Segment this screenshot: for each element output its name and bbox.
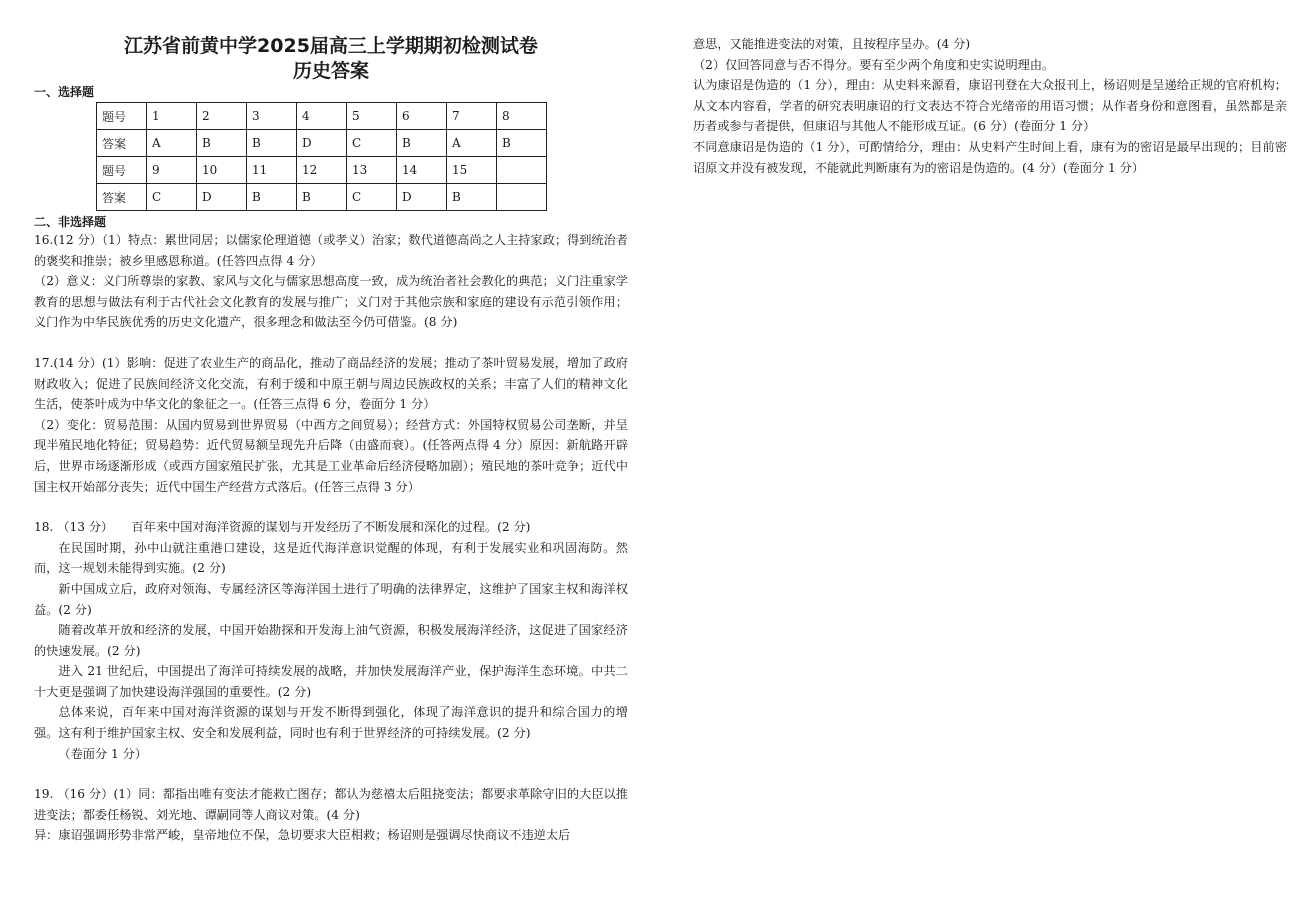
- q18-para: 新中国成立后，政府对领海、专属经济区等海洋国土进行了明确的法律界定，这维护了国家主权和海洋权益。(2 分): [34, 581, 628, 617]
- table-row: [97, 103, 547, 130]
- table-cell: 答案: [97, 184, 147, 211]
- q18-para: 总体来说，百年来中国对海洋资源的谋划与开发不断得到强化，体现了海洋意识的提升和综合国力的增强。这有利于维护国家主权、安全和发展利益，同时也有利于世界经济的可持续发展。(2 分): [34, 705, 628, 741]
- q16-part1: 16.(12 分）（1）特点：累世同居；以儒家伦理道德（或孝义）治家；数代道德高尚之人主持家政；得到统治者的褒奖和推崇；被乡里感恩称道。(任答四点得 4 分）: [34, 233, 628, 268]
- table-cell: 9: [147, 157, 197, 184]
- left-column: [34, 34, 628, 846]
- table-cell: 11: [247, 157, 297, 184]
- table-cell: D: [297, 130, 347, 157]
- answer-table: [96, 102, 547, 211]
- table-cell: 14: [397, 157, 447, 184]
- table-cell: B: [247, 130, 297, 157]
- table-cell: [497, 157, 547, 184]
- q19-part1: 19. （16 分）(1）同：都指出唯有变法才能救亡图存；都认为慈禧太后阻挠变法；都要求革除守旧的大臣以推进变法；都委任杨锐、刘光地、谭嗣同等人商议对策。(4 分): [34, 787, 628, 822]
- table-cell: 3: [247, 103, 297, 130]
- document-title: 江苏省前黄中学2025届高三上学期期初检测试卷: [124, 35, 538, 57]
- table-cell: C: [347, 130, 397, 157]
- q19-part2-intro: （2）仅回答同意与否不得分。要有至少两个角度和史实说明理由。: [693, 57, 1055, 72]
- table-cell: 题号: [97, 157, 147, 184]
- table-cell: B: [197, 130, 247, 157]
- table-cell: 5: [347, 103, 397, 130]
- q16-part2: （2）意义：义门所尊崇的家教、家风与文化与儒家思想高度一致，成为统治者社会教化的典范；义门注重家学教育的思想与做法有利于古代社会文化教育的发展与推广；义门对于其他宗族和家庭的建设有示范引领作用；义门作为中华民族优秀的历史文化遗产，很多理念和做法至今仍可借鉴。(8 分): [34, 274, 628, 330]
- table-cell: B: [297, 184, 347, 211]
- section-heading-nonchoice: 二、非选择题: [34, 215, 107, 229]
- table-cell: B: [447, 184, 497, 211]
- table-cell: B: [497, 130, 547, 157]
- table-cell: 题号: [97, 103, 147, 130]
- table-cell: [497, 184, 547, 211]
- q18-para: 在民国时期，孙中山就注重港口建设，这是近代海洋意识觉醒的体现，有利于发展实业和巩固海防。然而，这一规划未能得到实施。(2 分): [34, 540, 628, 576]
- table-cell: D: [197, 184, 247, 211]
- q19-part2: 异：康诏强调形势非常严峻，皇帝地位不保，急切要求大臣相救；杨诏则是强调尽快商议不违逆太后: [34, 828, 571, 843]
- table-cell: 1: [147, 103, 197, 130]
- table-row: [97, 184, 547, 211]
- q18-tail: （卷面分 1 分）: [58, 746, 148, 761]
- table-row: [97, 157, 547, 184]
- table-cell: 13: [347, 157, 397, 184]
- table-cell: B: [397, 130, 447, 157]
- table-row: [97, 130, 547, 157]
- q19-forged-view: 认为康诏是伪造的（1 分），理由：从史料来源看，康诏刊登在大众报刊上，杨诏则是呈递给正规的官府机构；从文本内容看，学者的研究表明康诏的行文表达不符合光绪帝的用语习惯；从作者身份和意图看，虽然都是亲历者或参与者提供，但康诏与其他人不能形成互证。(6 分）(卷面分 1 分）: [693, 78, 1287, 134]
- table-cell: 答案: [97, 130, 147, 157]
- table-cell: 6: [397, 103, 447, 130]
- table-cell: 12: [297, 157, 347, 184]
- table-cell: 10: [197, 157, 247, 184]
- table-cell: C: [347, 184, 397, 211]
- q17-part2: （2）变化：贸易范围：从国内贸易到世界贸易（中西方之间贸易）；经营方式：外国特权贸易公司垄断，并呈现半殖民地化特征；贸易趋势：近代贸易额呈现先升后降（由盛而衰）。(任答两点得 4 分）原因：新航路开辟后，世界市场逐渐形成（或西方国家殖民扩张，尤其是工业革命后经济侵略加剧）；殖民地的茶叶竞争；近代中国主权开始部分丧失；近代中国生产经营方式落后。(任答三点得 3 分）: [34, 417, 628, 494]
- q17-part1: 17.(14 分）(1）影响：促进了农业生产的商品化，推动了商品经济的发展；推动了茶叶贸易发展，增加了政府财政收入；促进了民族间经济文化交流，有利于缓和中原王朝与周边民族政权的关系；丰富了人们的精神文化生活，使茶叶成为中华文化的象征之一。(任答三点得 6 分，卷面分 1 分）: [34, 355, 628, 412]
- document-subtitle: 历史答案: [292, 60, 369, 82]
- table-cell: A: [147, 130, 197, 157]
- table-cell: C: [147, 184, 197, 211]
- table-cell: 15: [447, 157, 497, 184]
- table-cell: A: [447, 130, 497, 157]
- q19-not-forged-view: 不同意康诏是伪造的（1 分），可酌情给分，理由：从史料产生时间上看，康有为的密诏是最早出现的；目前密诏原文并没有被发现，不能就此判断康有为的密诏是伪造的。(4 分）(卷面分 1 分）: [693, 139, 1287, 175]
- q18-heading: 18. （13 分） 百年来中国对海洋资源的谋划与开发经历了不断发展和深化的过程。(2 分): [34, 520, 531, 535]
- table-cell: B: [247, 184, 297, 211]
- q18-para: 随着改革开放和经济的发展，中国开始勘探和开发海上油气资源，积极发展海洋经济，这促进了国家经济的快速发展。(2 分): [34, 623, 628, 658]
- table-cell: 4: [297, 103, 347, 130]
- table-cell: D: [397, 184, 447, 211]
- q19-continued: 意思，又能推进变法的对策，且按程序呈办。(4 分): [693, 37, 971, 51]
- section-heading-choice: 一、选择题: [34, 85, 95, 99]
- table-cell: 7: [447, 103, 497, 130]
- table-cell: 8: [497, 103, 547, 130]
- table-cell: 2: [197, 103, 247, 130]
- q18-para: 进入 21 世纪后，中国提出了海洋可持续发展的战略，并加快发展海洋产业，保护海洋生态环境。中共二十大更是强调了加快建设海洋强国的重要性。(2 分): [34, 664, 628, 699]
- right-column: [693, 34, 1287, 178]
